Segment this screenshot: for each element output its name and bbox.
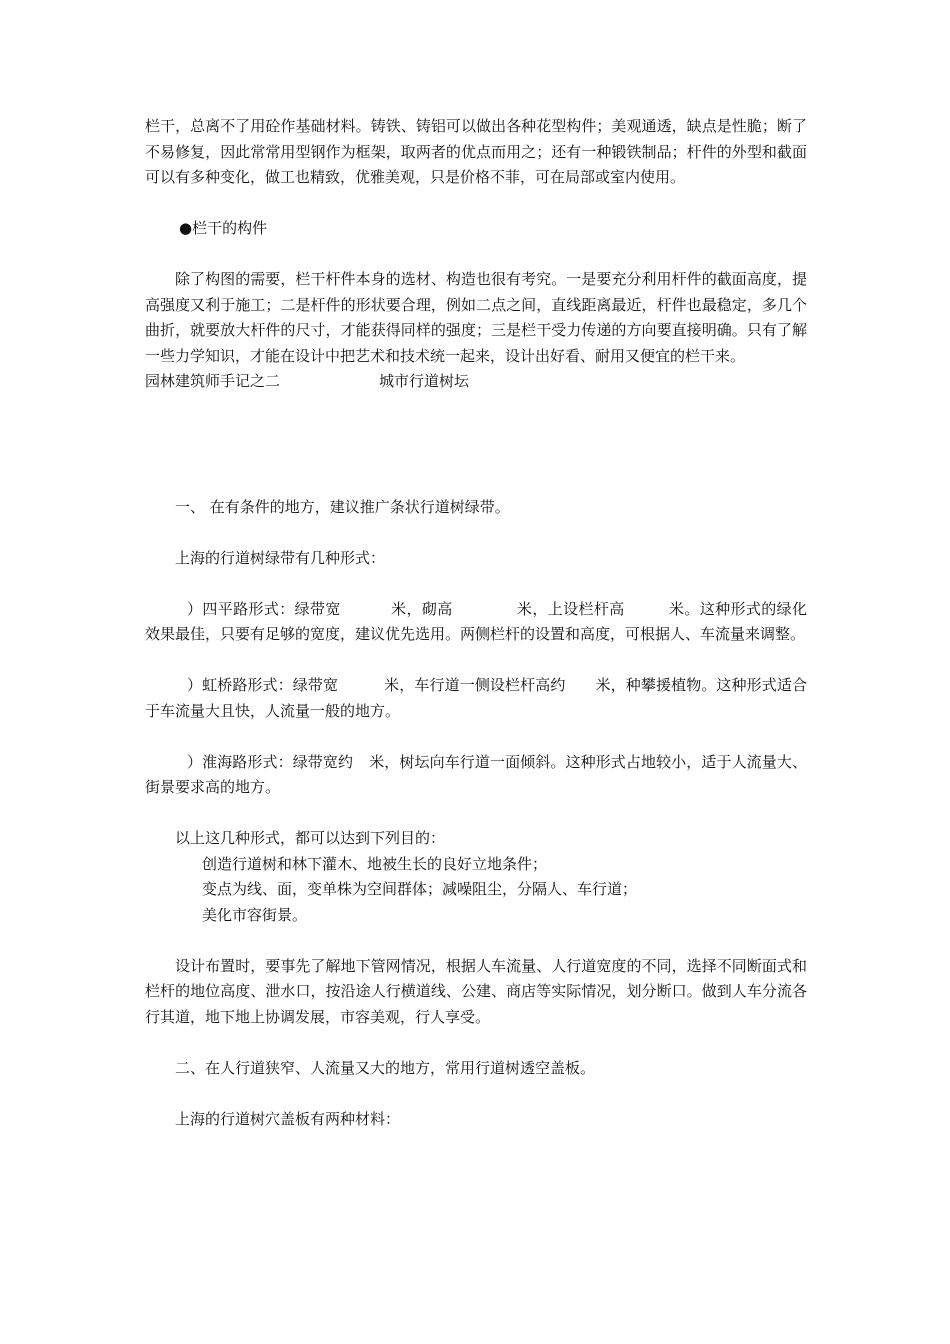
section-1-heading: 一、 在有条件的地方，建议推广条状行道树绿带。 xyxy=(175,497,510,516)
goal-item-3: 美化市容街景。 xyxy=(202,905,308,924)
goal-item-2: 变点为线、面，变单株为空间群体；减噪阻尘，分隔人、车行道； xyxy=(202,880,638,898)
form-hongqiao-part-a: ）虹桥路形式：绿带宽 xyxy=(187,676,339,694)
form-huaihai-part-a: ）淮海路形式：绿带宽约 xyxy=(187,752,354,771)
article-title: 城市行道树坛 xyxy=(379,372,470,390)
form-siping-part-d: 米。这种形式的绿化效果最佳，只要有足够的宽度，建议优先选用。两侧栏杆的设置和高度，可根据人、车流量来调整。 xyxy=(145,599,807,643)
form-siping-part-b: 米，砌高 xyxy=(390,599,453,618)
form-huaihai-part-b: 米，树坛向车行道一面倾斜。这种形式占地较小，适于人流量大、街景要求高的地方。 xyxy=(145,752,807,796)
section-2-heading: 二、在人行道狭窄、人流量又大的地方，常用行道树透空盖板。 xyxy=(175,1058,596,1077)
form-siping-road xyxy=(145,597,807,648)
paragraph-design-layout: 设计布置时，要事先了解地下管网情况，根据人车流量、人行道宽度的不同，选择不同断面式和栏杆的地位高度、泄水口，按沿途人行横道线、公建、商店等实际情况，划分断口。做到人车分流各行其道，地下地上协调发展，市容美观，行人享受。 xyxy=(145,956,807,1026)
paragraph-railing-structure: 除了构图的需要，栏干杆件本身的选材、构造也很有考究。一是要充分利用杆件的截面高度，提高强度又利于施工；二是杆件的形状要合理，例如二点之间，直线距离最近，杆件也最稳定，多几个曲折，就要放大杆件的尺寸，才能获得同样的强度；三是栏干受力传递的方向要直接明确。只有了解一些力学知识，才能在设计中把艺术和技术统一起来，设计出好看、耐用又便宜的栏干来。 xyxy=(145,270,807,365)
paragraph-railing-materials: 栏干，总离不了用砼作基础材料。铸铁、铸铝可以做出各种花型构件；美观通透，缺点是性脆；断了不易修复，因此常常用型钢作为框架，取两者的优点而用之；还有一种锻铁制品；杆件的外型和截面可以有多种变化，做工也精致，优雅美观，只是价格不菲，可在局部或室内使用。 xyxy=(145,117,807,186)
article-title-line xyxy=(145,369,807,395)
form-huaihai-road xyxy=(145,750,807,801)
form-hongqiao-road xyxy=(145,673,807,724)
form-siping-part-a: ）四平路形式：绿带宽 xyxy=(187,599,341,618)
series-title: 园林建筑师手记之二 xyxy=(145,372,281,390)
goal-item-1: 创造行道树和林下灌木、地被生长的良好立地条件； xyxy=(202,854,548,873)
goals-intro: 以上这几种形式，都可以达到下列目的： xyxy=(175,829,446,847)
document-page xyxy=(145,114,807,1132)
heading-railing-components: ●栏干的构件 xyxy=(179,219,268,237)
form-siping-part-c: 米，上设栏杆高 xyxy=(516,599,625,618)
form-hongqiao-part-b: 米，车行道一侧设栏杆高约 xyxy=(384,676,566,694)
form-hongqiao-part-c: 米，种攀援植物。这种形式适合于车流量大且快，人流量一般的地方。 xyxy=(145,676,807,720)
section-1-intro: 上海的行道树绿带有几种形式： xyxy=(175,548,386,567)
section-2-intro: 上海的行道树穴盖板有两种材料： xyxy=(175,1109,401,1128)
